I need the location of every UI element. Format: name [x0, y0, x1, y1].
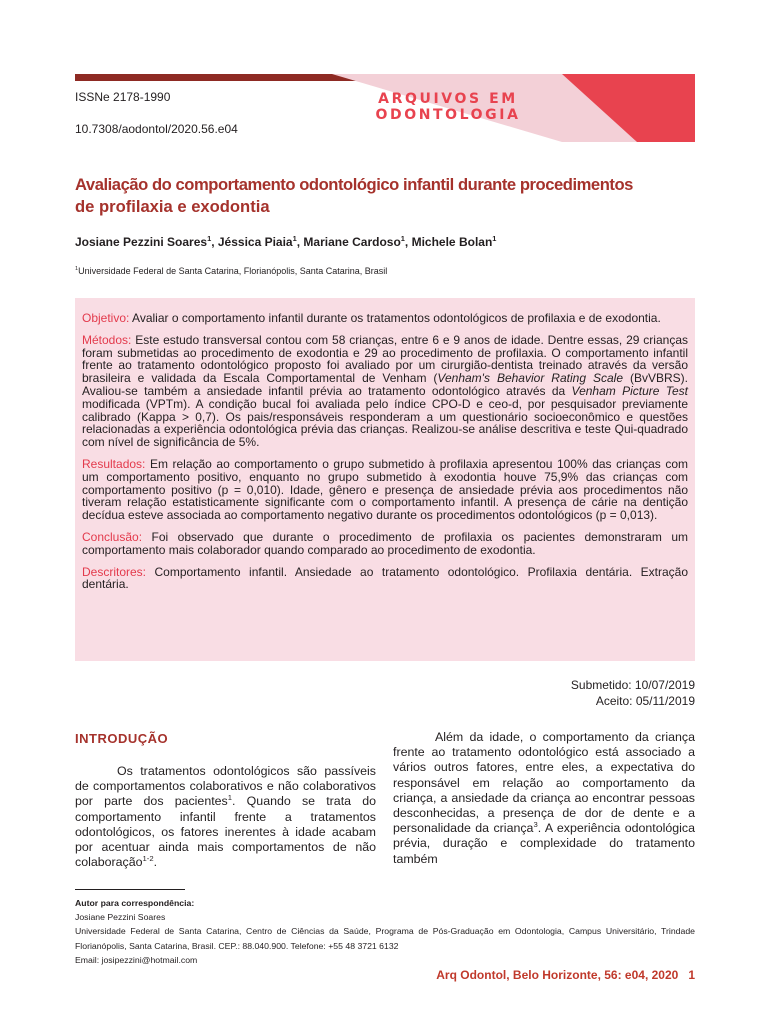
accepted-date: Aceito: 05/11/2019 [595, 694, 695, 708]
body-text: Os tratamentos odontológicos são passíveis de comportamentos colaborativos e não colaborativos por parte dos pacientes [75, 764, 376, 809]
submission-dates [571, 677, 695, 709]
abstract-label: Descritores: [82, 564, 147, 579]
correspondence-name: Josiane Pezzini Soares [75, 912, 166, 923]
submitted-date: Submetido: 10/07/2019 [570, 678, 695, 692]
abstract-resultados [82, 458, 688, 522]
author-name: Michele Bolan [411, 235, 493, 249]
citation-ref[interactable]: 3 [533, 820, 538, 830]
body-text: . A experiência odontológica prévia, duração e complexidade do tratamento também [393, 821, 695, 866]
body-text: . Quando se trata do comportamento infantil frente a tratamentos odontológicos, os fatores inerentes à idade acabam por acentuar ainda mais comportamentos de não colaboração [75, 794, 376, 870]
abstract-descritores [82, 566, 688, 592]
abstract-text: Comportamento infantil. Ansiedade ao tratamento odontológico. Profilaxia dentária. Extração dentária. [82, 564, 688, 592]
author-affiliation-mark: 1 [492, 234, 497, 243]
body-text: . [153, 855, 158, 870]
abstract-italic: Venham's Behavior Rating Scale [437, 371, 623, 386]
doi-link[interactable]: 10.7308/aodontol/2020.56.e04 [75, 122, 238, 136]
correspondence-heading: Autor para correspondência: [75, 898, 195, 908]
abstract-text: modificada (VPTm). A condição bucal foi avaliada pelo índice CPO-D e ceo-d, por pesquisador previamente calibrado (Kappa > 0,7). Os pais/responsáveis responderam a um questionário socioeconômico e questões relacionadas a experiência odontológica prévia das crianças. Realizou-se análise descritiva e teste Qui-quadrado com nível de significância de 5%. [82, 396, 688, 450]
section-heading-introducao: INTRODUÇÃO [75, 731, 169, 746]
intro-paragraph-left [75, 764, 376, 870]
abstract-text: (BvVBRS). Avaliou-se também a ansiedade infantil prévia ao tratamento odontológico através da [82, 371, 688, 398]
journal-name [338, 91, 558, 123]
journal-name-line1: ARQUIVOS EM [378, 91, 518, 107]
affiliation-text: Universidade Federal de Santa Catarina, Florianópolis, Santa Catarina, Brasil [78, 266, 388, 276]
citation-ref[interactable]: 1 [227, 793, 233, 803]
abstract-text: Avaliar o comportamento infantil durante os tratamentos odontológicos de profilaxia e de exodontia. [132, 311, 661, 325]
affiliation [75, 266, 387, 276]
article-title [75, 174, 700, 218]
journal-name-line2: ODONTOLOGIA [375, 107, 521, 123]
correspondence-address: Universidade Federal de Santa Catarina, Centro de Ciências da Saúde, Programa de Pós-Graduação em Odontologia, Campus Universitário, Trindade Florianópolis, Santa Catarina, Brasil. CEP.: 88.040.900. Telefone: +55 48 3721 6132 [75, 926, 695, 951]
correspondence-block [75, 896, 695, 967]
footer-citation: Arq Odontol, Belo Horizonte, 56: e04, 2020 [436, 968, 679, 982]
author-name: Jéssica Piaia [217, 235, 293, 249]
abstract-text: Foi observado que durante o procedimento de profilaxia os pacientes demonstraram um comportamento mais colaborador quando comparado ao procedimento de exodontia. [82, 529, 688, 557]
abstract-label: Resultados: [82, 456, 146, 471]
author-list: Josiane Pezzini Soares$^1$, Jéssica Piaia$^1$, Mariane Cardoso$^1$, Michele Bolan$^1$ [75, 234, 497, 249]
abstract-conclusao [82, 531, 688, 557]
page-number: 1 [688, 968, 695, 982]
abstract-text: Este estudo transversal contou com 58 crianças, entre 6 e 9 anos de idade. Dentre essas, 29 crianças foram submetidas ao procedimento de exodontia e 29 ao procedimento de profilaxia. O comportamento infantil frente ao tratamento odontológico proposto foi avaliado por um cirurgião-dentista treinado através da versão brasileira e validada da Escala Comportamental de Venham ( [82, 332, 688, 386]
affiliation-mark: 1 [75, 266, 79, 272]
author-affiliation-mark: 1 [207, 234, 212, 243]
issn: ISSNe 2178-1990 [75, 90, 171, 104]
abstract-italic: Venham Picture Test [571, 383, 688, 398]
abstract-box [75, 298, 695, 661]
author-affiliation-mark: 1 [292, 234, 297, 243]
page-footer [436, 968, 695, 982]
author-affiliation-mark: 1 [400, 234, 405, 243]
abstract-metodos [82, 334, 688, 449]
body-text: Além da idade, o comportamento da criança frente ao tratamento odontológico está associado a vários outros fatores, entre eles, a expectativa do responsável em relação ao comportamento da criança, a ansiedade da criança ao encontrar pessoas desconhecidas, a presença de dor de dente e a personalidade da criança [393, 730, 695, 836]
abstract-label: Conclusão: [82, 529, 143, 544]
article-title-line1: Avaliação do comportamento odontológico infantil durante procedimentos [75, 175, 633, 194]
intro-paragraph-right [393, 730, 695, 867]
footnote-rule [75, 889, 185, 890]
author-name: Josiane Pezzini Soares [75, 235, 208, 249]
article-title-line2: de profilaxia e exodontia [75, 197, 270, 216]
abstract-label: Métodos: [82, 332, 132, 347]
abstract-label: Objetivo: [82, 311, 130, 325]
author-name: Mariane Cardoso [303, 235, 401, 249]
correspondence-email[interactable]: Email: josipezzini@hotmail.com [75, 954, 198, 965]
abstract-text: Em relação ao comportamento o grupo submetido à profilaxia apresentou 100% das crianças com um comportamento positivo, enquanto no grupo submetido à exodontia houve 75,9% das crianças com comportamento positivo (p = 0,010). Idade, gênero e presença de ansiedade prévia aos procedimentos não tiveram relação estatisticamente significante com o comportamento infantil. A presença de cárie na dentição decídua esteve associada ao comportamento negativo durante os procedimentos odontológicos (p = 0,013). [82, 456, 688, 523]
abstract-objetivo [82, 312, 688, 325]
citation-ref[interactable]: 1-2 [142, 854, 154, 864]
